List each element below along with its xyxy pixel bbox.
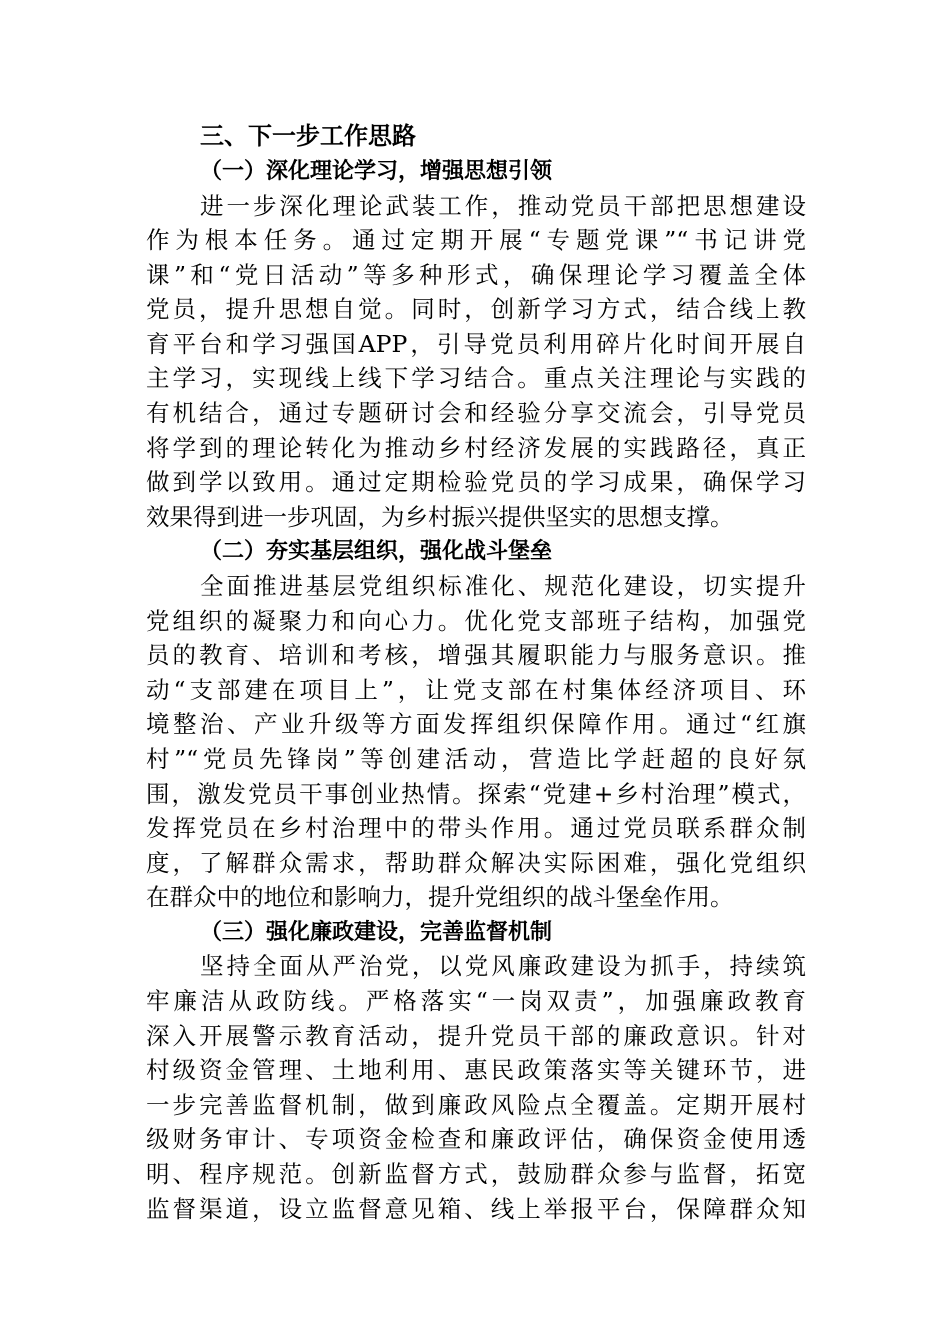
paragraph-3	[146, 949, 806, 1226]
paragraph-line: 发挥党员在乡村治理中的带头作用。通过党员联系群众制	[146, 814, 806, 843]
paragraph-line: 监督渠道，设立监督意见箱、线上举报平台，保障群众知	[146, 1194, 806, 1223]
paragraph-line: 在群众中的地位和影响力，提升党组织的战斗堡垒作用。	[146, 883, 734, 912]
paragraph-line: 将学到的理论转化为推动乡村经济发展的实践路径，真正	[146, 433, 806, 462]
paragraph-line: 度，了解群众需求，帮助群众解决实际困难，强化党组织	[146, 848, 806, 877]
paragraph-line: 围，激发党员干事创业热情。探索“党建+乡村治理”模式，	[146, 779, 806, 808]
paragraph-line: 党组织的凝聚力和向心力。优化党支部班子结构，加强党	[146, 606, 806, 635]
paragraph-line: 境整治、产业升级等方面发挥组织保障作用。通过“红旗	[146, 710, 806, 739]
paragraph-1	[146, 189, 806, 535]
paragraph-line: 效果得到进一步巩固，为乡村振兴提供坚实的思想支撑。	[146, 502, 734, 531]
subheading-1: （一）深化理论学习，增强思想引领	[200, 158, 553, 184]
paragraph-line: 主学习，实现线上线下学习结合。重点关注理论与实践的	[146, 364, 806, 393]
paragraph-2	[146, 569, 806, 915]
paragraph-line: 明、程序规范。创新监督方式，鼓励群众参与监督，拓宽	[146, 1159, 806, 1188]
paragraph-line: 动“支部建在项目上”，让党支部在村集体经济项目、环	[146, 675, 806, 704]
paragraph-line: 育平台和学习强国APP，引导党员利用碎片化时间开展自	[146, 329, 806, 358]
paragraph-line: 牢廉洁从政防线。严格落实“一岗双责”，加强廉政教育	[146, 986, 806, 1015]
paragraph-line: 村”“党员先锋岗”等创建活动，营造比学赶超的良好氛	[146, 744, 806, 773]
paragraph-line: 员的教育、培训和考核，增强其履职能力与服务意识。推	[146, 641, 806, 670]
paragraph-line: 一步完善监督机制，做到廉政风险点全覆盖。定期开展村	[146, 1090, 806, 1119]
subheading-3: （三）强化廉政建设，完善监督机制	[200, 918, 553, 945]
paragraph-line: 作为根本任务。通过定期开展“专题党课”“书记讲党	[146, 226, 806, 255]
paragraph-line: 级财务审计、专项资金检查和廉政评估，确保资金使用透	[146, 1125, 806, 1154]
paragraph-line: 课”和“党日活动”等多种形式，确保理论学习覆盖全体	[146, 260, 806, 289]
paragraph-line: 进一步深化理论武装工作，推动党员干部把思想建设	[200, 191, 806, 220]
paragraph-line: 村级资金管理、土地利用、惠民政策落实等关键环节，进	[146, 1056, 806, 1085]
document-body	[146, 118, 806, 1226]
paragraph-line: 坚持全面从严治党，以党风廉政建设为抓手，持续筑	[200, 952, 806, 981]
paragraph-line: 党员，提升思想自觉。同时，创新学习方式，结合线上教	[146, 295, 806, 324]
paragraph-line: 全面推进基层党组织标准化、规范化建设，切实提升	[200, 571, 806, 600]
section-heading: 三、下一步工作思路	[200, 122, 416, 150]
paragraph-line: 做到学以致用。通过定期检验党员的学习成果，确保学习	[146, 468, 806, 497]
paragraph-line: 有机结合，通过专题研讨会和经验分享交流会，引导党员	[146, 399, 806, 428]
subheading-2: （二）夯实基层组织，强化战斗堡垒	[200, 538, 553, 565]
paragraph-line: 深入开展警示教育活动，提升党员干部的廉政意识。针对	[146, 1021, 806, 1050]
